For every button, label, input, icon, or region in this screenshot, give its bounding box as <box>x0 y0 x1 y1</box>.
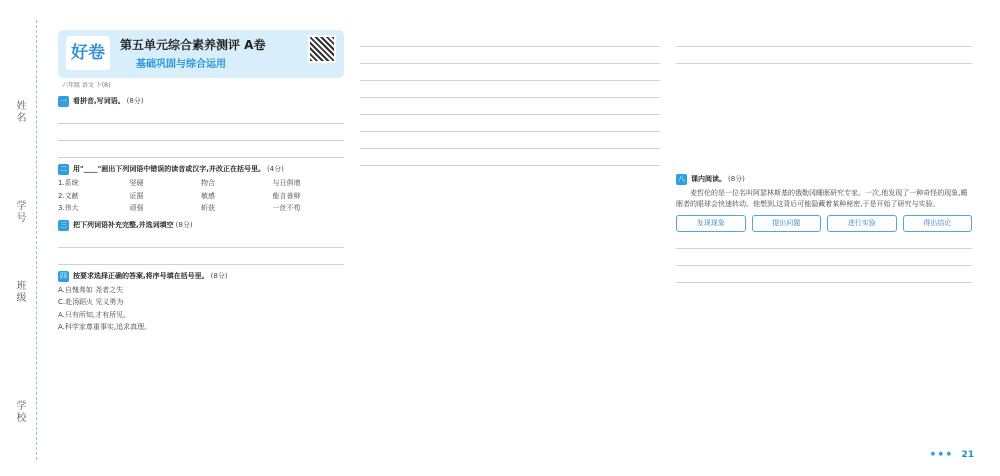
section-2-title: 用"____"画出下列词语中错误的读音或汉字,并改正在括号里。 <box>73 165 265 174</box>
section-3-score: (8分) <box>175 220 193 229</box>
answer-line[interactable] <box>58 252 344 265</box>
section-2-score: (4分) <box>266 165 284 174</box>
page-number: 21 <box>961 450 974 460</box>
margin-label-school: 学校 <box>14 400 25 424</box>
section-1-number: 一 <box>60 97 67 105</box>
answer-line[interactable] <box>58 128 344 141</box>
answer-line[interactable] <box>676 253 972 266</box>
word-cell: 顽强 <box>129 204 144 212</box>
decorative-dots: ● ● ● <box>930 451 952 457</box>
answer-line[interactable] <box>360 85 660 98</box>
middle-column <box>360 0 660 476</box>
answer-line[interactable] <box>676 34 972 47</box>
section-3-title: 把下列词语补充完整,并选词填空 <box>73 220 174 229</box>
section-3-header <box>58 220 344 231</box>
brand-logo: 好卷 <box>66 36 110 70</box>
section-1-title: 看拼音,写词语。 <box>73 97 125 106</box>
margin-label-name: 姓名 <box>14 100 25 124</box>
flow-step: 提出问题 <box>752 215 822 232</box>
section-1-score: (8分) <box>126 97 144 106</box>
answer-line[interactable] <box>58 111 344 124</box>
grade-label: 六年级 语文 下(R) <box>62 82 111 89</box>
word-cell: 与日俱增 <box>272 179 301 187</box>
answer-line[interactable] <box>58 235 344 248</box>
page-title: 第五单元综合素养测评 A卷 <box>120 38 266 52</box>
reading-section-score: (8分) <box>728 175 745 184</box>
reading-section-number: 八 <box>678 175 685 183</box>
section-4-score: (8分) <box>210 271 228 280</box>
choice-option[interactable]: A.自愧弗如 尧者之失 <box>58 285 124 294</box>
word-cell: 3.伟大 <box>58 204 79 212</box>
flow-step: 进行实验 <box>827 215 897 232</box>
answer-line[interactable] <box>360 119 660 132</box>
qr-code-icon <box>308 35 336 63</box>
choice-option[interactable]: A.科学家尊重事实,追求真理。 <box>58 323 152 331</box>
section-4-title: 按要求选择正确的答案,将序号填在括号里。 <box>73 271 209 280</box>
section-1-header <box>58 96 344 107</box>
word-cell: 坚硬 <box>129 179 144 187</box>
flow-step: 得出结论 <box>903 215 973 232</box>
answer-line[interactable] <box>58 145 344 158</box>
word-cell: 物合 <box>201 179 215 187</box>
reading-passage: 麦哲伦的是一位名叫阿瑟林斯基的俄勒冈睡眠研究专家。一次,他发现了一种奇怪的现象,睡眠者的眼球会快速转动。他想到,这背后可能隐藏着某种秘密,于是开始了研究与实验。 <box>676 189 968 208</box>
word-row <box>58 191 344 202</box>
word-cell: 敏感 <box>201 191 215 200</box>
binding-cut-line <box>36 20 37 460</box>
answer-line[interactable] <box>360 102 660 115</box>
section-2-header <box>58 164 344 175</box>
choice-option[interactable]: A.只有所知,才有所见。 <box>58 310 131 319</box>
answer-line[interactable] <box>360 136 660 149</box>
reading-section-title: 课内阅读。 <box>691 175 726 184</box>
word-cell: 能言善辩 <box>272 191 301 200</box>
process-flow <box>676 215 972 232</box>
left-column <box>58 0 344 476</box>
answer-line[interactable] <box>676 270 972 283</box>
flow-step: 发现现象 <box>676 215 746 232</box>
word-cell: 2.文献 <box>58 191 79 200</box>
reading-section-header <box>676 174 972 185</box>
answer-line[interactable] <box>360 51 660 64</box>
answer-line[interactable] <box>676 236 972 249</box>
word-row <box>58 178 344 189</box>
choice-option[interactable]: C.赴汤蹈火 见义勇为 <box>58 298 124 306</box>
section-2-number: 二 <box>60 165 67 173</box>
answer-line[interactable] <box>360 153 660 166</box>
right-column <box>676 0 972 476</box>
section-4-header <box>58 271 344 282</box>
word-row <box>58 203 344 214</box>
answer-line[interactable] <box>676 51 972 64</box>
word-cell: 证据 <box>129 191 144 200</box>
answer-line[interactable] <box>360 34 660 47</box>
section-4-number: 四 <box>60 271 67 280</box>
binding-margin <box>0 0 52 476</box>
answer-line[interactable] <box>360 68 660 81</box>
word-cell: 1.系统 <box>58 179 79 187</box>
section-3-number: 三 <box>60 220 67 229</box>
margin-label-class: 班级 <box>14 280 25 304</box>
title-banner <box>58 30 344 78</box>
margin-label-student-number: 学号 <box>14 200 25 224</box>
word-cell: 一丝不苟 <box>272 204 301 212</box>
page-subtitle: 基础巩固与综合运用 <box>136 59 226 70</box>
word-cell: 斩获 <box>201 204 215 212</box>
